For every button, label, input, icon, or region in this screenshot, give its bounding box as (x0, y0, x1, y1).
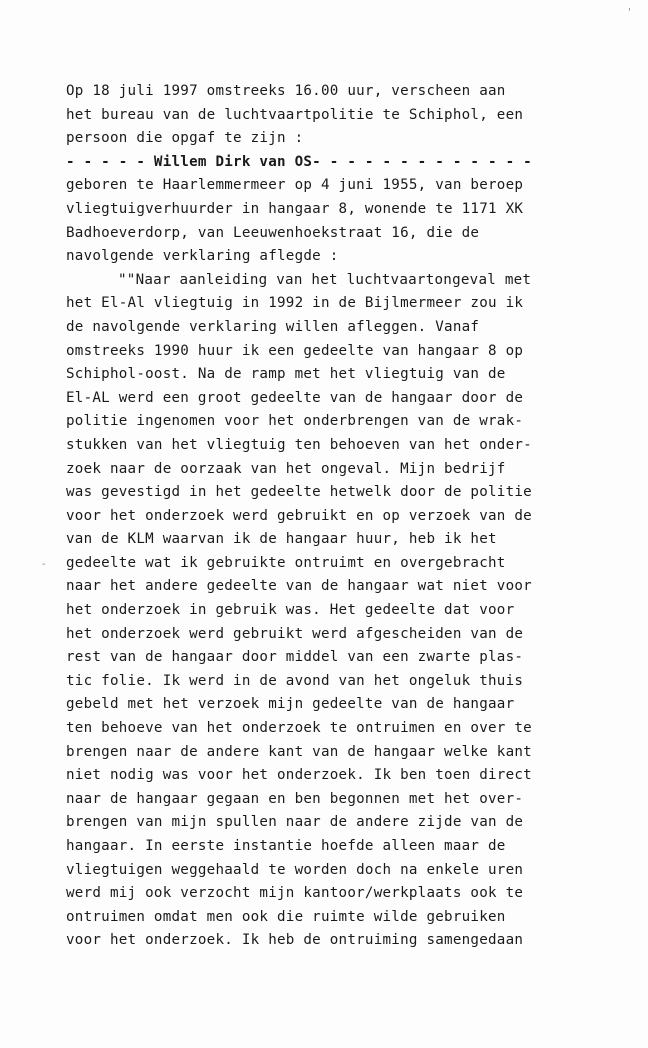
text-line: brengen van mijn spullen naar de andere zijde van de (66, 814, 524, 831)
text-line: El-AL werd een groot gedeelte van de hangaar door de (66, 389, 524, 406)
statement-text (66, 80, 586, 953)
text-line: het El-Al vliegtuig in 1992 in de Bijlmermeer zou ik (66, 295, 524, 312)
text-line: gebeld met het verzoek mijn gedeelte van de hangaar (66, 696, 515, 713)
text-line: omstreeks 1990 huur ik een gedeelte van hangaar 8 op (66, 342, 524, 359)
text-line: navolgende verklaring aflegde : (66, 248, 339, 265)
text-line: gedeelte wat ik gebruikte ontruimt en overgebracht (66, 554, 506, 571)
text-line: werd mij ook verzocht mijn kantoor/werkplaats ook te (66, 885, 524, 902)
text-line: vliegtuigen weggehaald te worden doch na enkele uren (66, 861, 524, 878)
text-line: vliegtuigverhuurder in hangaar 8, wonende te 1171 XK (66, 200, 524, 217)
declarant-name-line: - - - - - Willem Dirk van OS- - - - - - - - - - - - - (66, 153, 532, 170)
text-line: het bureau van de luchtvaartpolitie te Schiphol, een (66, 106, 524, 123)
text-line: naar het andere gedeelte van de hangaar wat niet voor (66, 578, 532, 595)
text-line: het onderzoek in gebruik was. Het gedeelte dat voor (66, 602, 515, 619)
text-line: politie ingenomen voor het onderbrengen van de wrak- (66, 413, 524, 430)
text-line: van de KLM waarvan ik de hangaar huur, heb ik het (66, 531, 497, 548)
text-line: het onderzoek werd gebruikt werd afgescheiden van de (66, 625, 524, 642)
text-line: geboren te Haarlemmermeer op 4 juni 1955, van beroep (66, 177, 524, 194)
text-line: voor het onderzoek werd gebruikt en op verzoek van de (66, 507, 532, 524)
scan-speck-mark: - (42, 559, 46, 570)
text-line: rest van de hangaar door middel van een zwarte plas- (66, 649, 524, 666)
text-line: Schiphol-oost. Na de ramp met het vliegtuig van de (66, 366, 506, 383)
text-line: Op 18 juli 1997 omstreeks 16.00 uur, verscheen aan (66, 83, 506, 99)
text-line: hangaar. In eerste instantie hoefde alleen maar de (66, 838, 506, 854)
text-line: ""Naar aanleiding van het luchtvaartongeval met (118, 271, 532, 288)
text-line: ten behoeve van het onderzoek te ontruimen en over te (66, 720, 532, 737)
scan-speck-mark: ' (628, 7, 631, 18)
text-line: de navolgende verklaring willen afleggen. Vanaf (66, 318, 480, 335)
text-line: zoek naar de oorzaak van het ongeval. Mijn bedrijf (66, 460, 506, 477)
text-line: niet nodig was voor het onderzoek. Ik ben toen direct (66, 767, 532, 784)
text-line: tic folie. Ik werd in de avond van het ongeluk thuis (66, 672, 524, 689)
text-line: Badhoeverdorp, van Leeuwenhoekstraat 16, die de (66, 224, 480, 241)
text-line: persoon die opgaf te zijn : (66, 130, 304, 147)
text-line: voor het onderzoek. Ik heb de ontruiming samengedaan (66, 932, 524, 949)
text-line: brengen naar de andere kant van de hangaar welke kant (66, 743, 532, 760)
text-line: was gevestigd in het gedeelte hetwelk door de politie (66, 484, 532, 501)
text-line: ontruimen omdat men ook die ruimte wilde gebruiken (66, 908, 506, 925)
text-line: naar de hangaar gegaan en ben begonnen met het over- (66, 790, 524, 807)
text-line: stukken van het vliegtuig ten behoeven van het onder- (66, 436, 532, 453)
